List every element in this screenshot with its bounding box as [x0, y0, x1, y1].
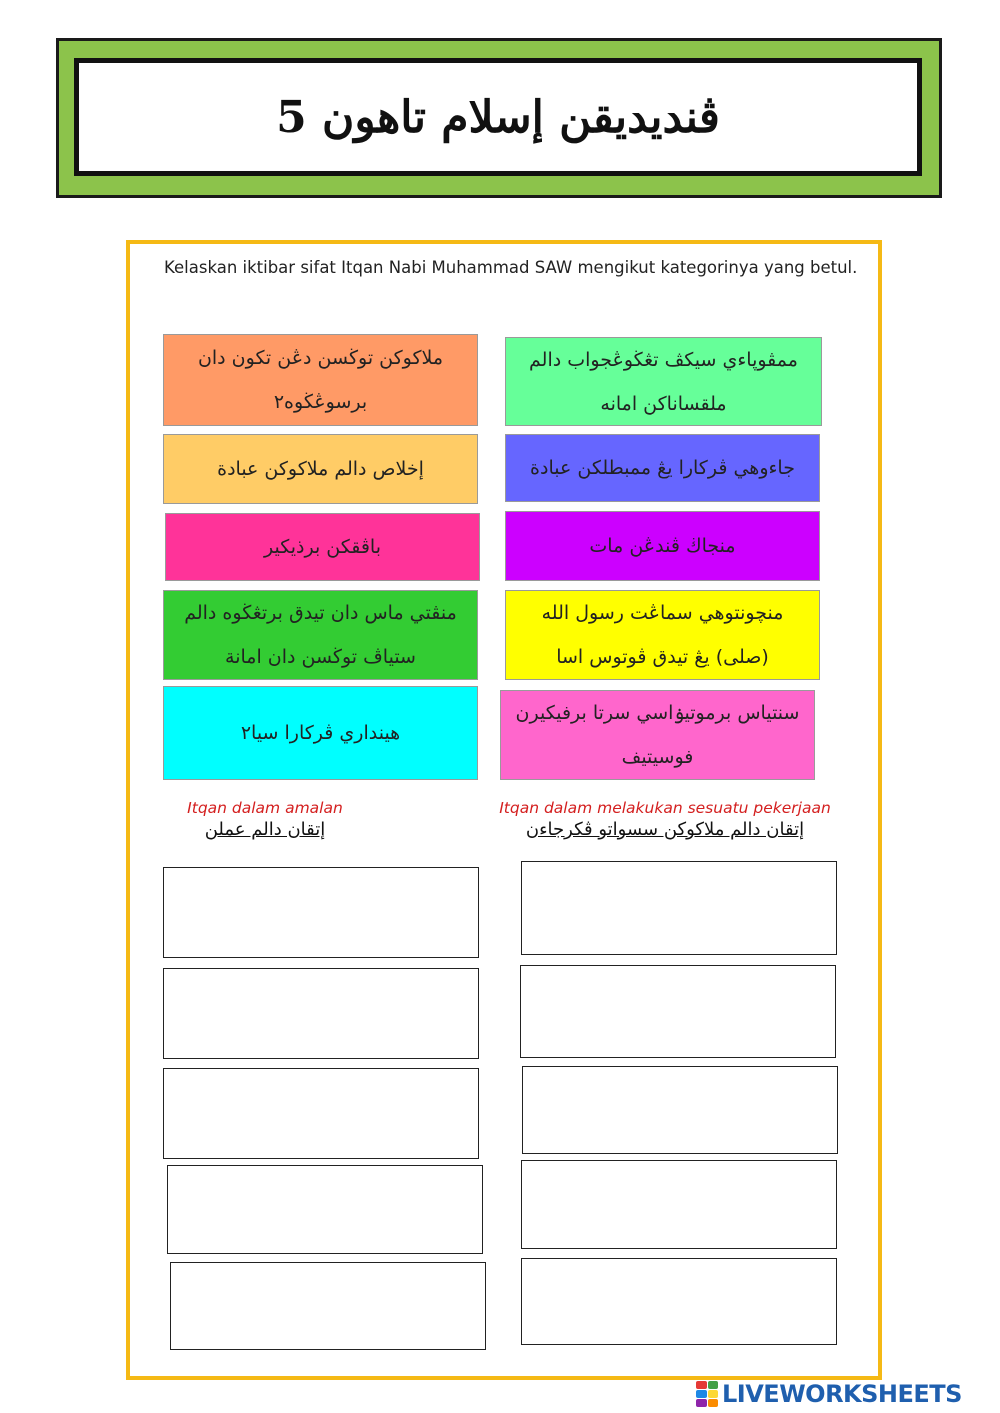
category-heading-amalan [150, 798, 380, 842]
drop-zone-amalan[interactable] [170, 1262, 486, 1350]
drop-zone-amalan[interactable] [163, 1068, 479, 1159]
instruction-text: Kelaskan iktibar sifat Itqan Nabi Muhammad SAW mengikut kategorinya yang betul. [164, 258, 858, 277]
answer-card[interactable] [163, 686, 478, 780]
liveworksheets-logo [696, 1378, 962, 1410]
answer-card-text: إخلاص دالم ملاكوكن عبادة [217, 458, 424, 480]
answer-card-text: باڤقكن برذيكير [264, 536, 381, 558]
answer-card[interactable] [163, 334, 478, 426]
drop-zone-pekerjaan[interactable] [521, 1258, 837, 1345]
answer-card-text: سنتياس برموتيۏاسي سرتا برفيكيرن فوسيتيف [515, 702, 800, 768]
drop-zone-amalan[interactable] [163, 968, 479, 1059]
brand-name: LIVEWORKSHEETS [722, 1380, 962, 1408]
category-jawi-label: إتقان دالم ملاكوكن سسواتو ڤكرجاءن [525, 819, 805, 840]
answer-card[interactable] [505, 434, 820, 502]
category-latin-label: Itqan dalam amalan [187, 799, 343, 817]
title-banner [74, 58, 922, 176]
answer-card[interactable] [163, 434, 478, 504]
answer-card-text: منچونتوهي سماڠت رسول الله (صلى) يڠ تيدق ڤوتوس اسا [541, 602, 784, 668]
answer-card[interactable] [165, 513, 480, 581]
answer-card-text: جاءوهي ڤركارا يڠ ممبطلكن عبادة [530, 457, 795, 479]
drop-zone-pekerjaan[interactable] [521, 861, 837, 955]
drop-zone-amalan[interactable] [167, 1165, 483, 1254]
answer-card-text: منڤتي ماس دان تيدق برتڠڬوه دالم ستياڤ توڬسن دان امانة [184, 602, 457, 668]
answer-card[interactable] [505, 511, 820, 581]
answer-card[interactable] [500, 690, 815, 780]
category-heading-pekerjaan [478, 798, 852, 842]
answer-card-text: ممڤوڽاءي سيكڤ تڠڬوڠجواب دالم ملقساناكن امانه [529, 348, 798, 415]
answer-card[interactable] [163, 590, 478, 680]
drop-zone-pekerjaan[interactable] [522, 1066, 838, 1154]
answer-card-text: هينداري ڤركارا سيا٢ [240, 722, 401, 744]
answer-card-text: ملاكوكن توڬسن دڠن تكون دان برسوڠڬوه٢ [197, 347, 444, 413]
answer-card[interactable] [505, 590, 820, 680]
category-latin-label: Itqan dalam melakukan sesuatu pekerjaan [499, 799, 831, 817]
liveworksheets-logo-icon [696, 1381, 718, 1407]
drop-zone-amalan[interactable] [163, 867, 479, 958]
answer-card[interactable] [505, 337, 822, 426]
answer-card-text: منجاڬ ڤندڠن مات [589, 535, 736, 557]
drop-zone-pekerjaan[interactable] [520, 965, 836, 1058]
category-jawi-label: إتقان دالم عملن [204, 819, 326, 840]
page-title: ڤنديديقن إسلام تاهون 5 [276, 91, 720, 143]
drop-zone-pekerjaan[interactable] [521, 1160, 837, 1249]
